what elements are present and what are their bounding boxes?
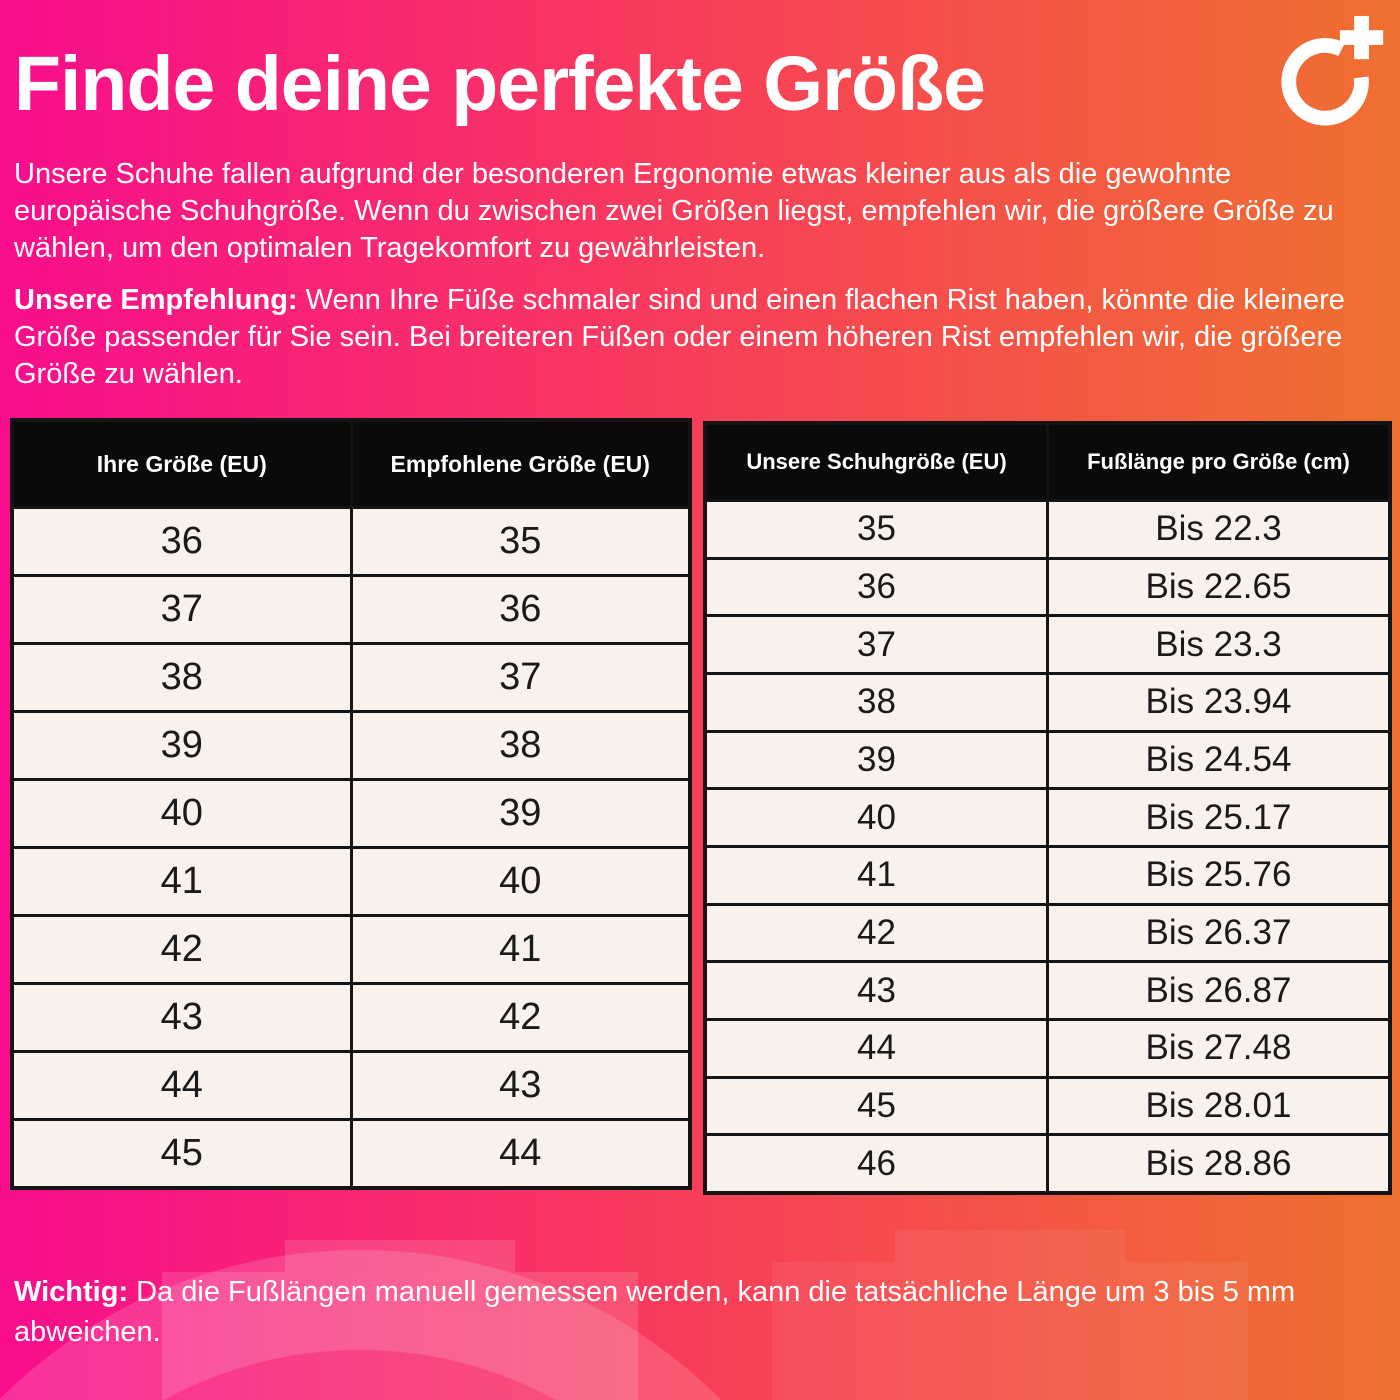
table-cell: 41 [14, 849, 350, 914]
table-cell: Bis 22.3 [1049, 502, 1388, 557]
table-cell: 37 [707, 617, 1046, 672]
table-cell: Bis 27.48 [1049, 1021, 1388, 1076]
table-cell: 40 [353, 849, 689, 914]
table-cell: 43 [707, 963, 1046, 1018]
table-cell: 41 [707, 848, 1046, 903]
recommendation-paragraph [14, 282, 1388, 393]
table-cell: 44 [353, 1121, 689, 1186]
table-cell: Bis 26.37 [1049, 906, 1388, 961]
table-cell: Bis 25.17 [1049, 790, 1388, 845]
column-header-your-size: Ihre Größe (EU) [14, 422, 350, 506]
table-cell: Bis 22.65 [1049, 560, 1388, 615]
table-cell: 42 [14, 917, 350, 982]
table-cell: Bis 28.01 [1049, 1079, 1388, 1134]
table-cell: 38 [14, 645, 350, 710]
table-cell: Bis 23.3 [1049, 617, 1388, 672]
table-cell: 39 [353, 781, 689, 846]
important-note [14, 1272, 1388, 1352]
table-cell: 42 [707, 906, 1046, 961]
table-cell: 44 [707, 1021, 1046, 1076]
table-cell: 36 [353, 577, 689, 642]
table-cell: 40 [707, 790, 1046, 845]
table-cell: 45 [14, 1121, 350, 1186]
size-conversion-table [10, 418, 692, 1190]
table-cell: Bis 23.94 [1049, 675, 1388, 730]
table-cell: 39 [707, 733, 1046, 788]
table-cell: Bis 24.54 [1049, 733, 1388, 788]
table-cell: 43 [353, 1053, 689, 1118]
important-label: Wichtig: [14, 1276, 129, 1308]
table-cell: 38 [353, 713, 689, 778]
table-cell: Bis 28.86 [1049, 1136, 1388, 1191]
page-title: Finde deine perfekte Größe [14, 41, 985, 127]
table-cell: 35 [353, 509, 689, 574]
intro-paragraph: Unsere Schuhe fallen aufgrund der besonderen Ergonomie etwas kleiner aus als die gewohnte europäische Schuhgröße. Wenn du zwischen zwei Größen liegst, empfehlen wir, die größere Größe zu wählen, um den optimalen Tragekomfort zu gewährleisten. [14, 158, 1334, 264]
column-header-our-shoe-size: Unsere Schuhgröße (EU) [707, 425, 1046, 499]
important-text: Da die Fußlängen manuell gemessen werden, kann die tatsächliche Länge um 3 bis 5 mm abweichen. [14, 1276, 1296, 1348]
table-cell: 44 [14, 1053, 350, 1118]
table-cell: 40 [14, 781, 350, 846]
table-cell: 46 [707, 1136, 1046, 1191]
table-cell: 37 [14, 577, 350, 642]
column-header-foot-length: Fußlänge pro Größe (cm) [1049, 425, 1388, 499]
table-cell: 38 [707, 675, 1046, 730]
table-cell: 35 [707, 502, 1046, 557]
table-cell: 41 [353, 917, 689, 982]
o-plus-logo-icon [1276, 10, 1394, 134]
table-cell: Bis 25.76 [1049, 848, 1388, 903]
recommendation-text: Wenn Ihre Füße schmaler sind und einen flachen Rist haben, könnte die kleinere Größe passender für Sie sein. Bei breiteren Füßen oder einem höheren Rist empfehlen wir, die größere Größe zu wählen. [14, 284, 1345, 390]
table-cell: 39 [14, 713, 350, 778]
recommendation-label: Unsere Empfehlung: [14, 284, 298, 316]
table-cell: 37 [353, 645, 689, 710]
foot-length-table [703, 421, 1392, 1195]
table-cell: 45 [707, 1079, 1046, 1134]
table-cell: 36 [707, 560, 1046, 615]
table-cell: Bis 26.87 [1049, 963, 1388, 1018]
table-cell: 36 [14, 509, 350, 574]
table-cell: 43 [14, 985, 350, 1050]
column-header-recommended-size: Empfohlene Größe (EU) [353, 422, 689, 506]
table-cell: 42 [353, 985, 689, 1050]
